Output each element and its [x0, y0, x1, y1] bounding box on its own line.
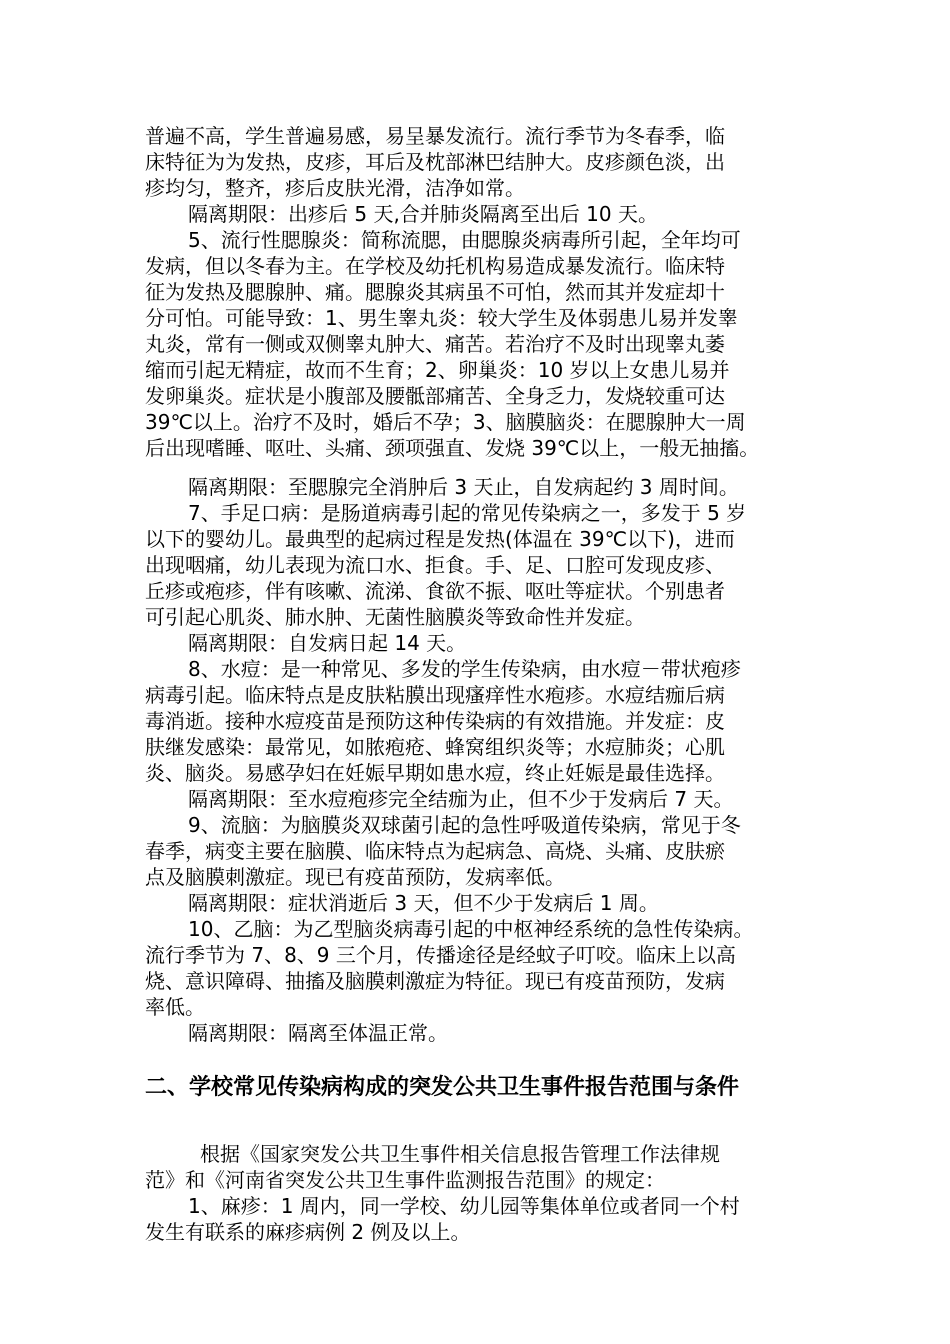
paragraph-line: 9、流脑：为脑膜炎双球菌引起的急性呼吸道传染病，常见于冬 — [188, 813, 741, 837]
paragraph-line: 普遍不高，学生普遍易感，易呈暴发流行。流行季节为冬春季，临 — [145, 124, 725, 148]
isolation-period-hfmd: 隔离期限：自发病日起 14 天。 — [188, 631, 467, 655]
paragraph-line: 发卵巢炎。症状是小腹部及腰骶部痛苦、全身乏力，发烧较重可达 — [145, 384, 725, 408]
paragraph-line: 疹均匀，整齐，疹后皮肤光滑，洁净如常。 — [145, 176, 525, 200]
paragraph-line: 炎、脑炎。易感孕妇在妊娠早期如患水痘，终止妊娠是最佳选择。 — [145, 761, 725, 785]
paragraph-line: 39℃以上。治疗不及时，婚后不孕；3、脑膜脑炎：在腮腺肿大一周 — [145, 410, 746, 434]
paragraph-line: 春季，病变主要在脑膜、临床特点为起病急、高烧、头痛、皮肤瘀 — [145, 839, 725, 863]
paragraph-line: 流行季节为 7、8、9 三个月，传播途径是经蚊子叮咬。临床上以高 — [145, 943, 736, 967]
paragraph-line: 范》和《河南省突发公共卫生事件监测报告范围》的规定： — [145, 1168, 665, 1192]
isolation-period-varicella: 隔离期限：至水痘疱疹完全结痂为止，但不少于发病后 7 天。 — [188, 787, 734, 811]
paragraph-line: 10、乙脑：为乙型脑炎病毒引起的中枢神经系统的急性传染病。 — [188, 917, 754, 941]
paragraph-line: 后出现嗜睡、呕吐、头痛、颈项强直、发烧 39℃以上，一般无抽搐。 — [145, 436, 760, 460]
paragraph-line: 可引起心肌炎、肺水肿、无菌性脑膜炎等致命性并发症。 — [145, 605, 645, 629]
isolation-period-meningitis: 隔离期限：症状消逝后 3 天，但不少于发病后 1 周。 — [188, 891, 659, 915]
paragraph-line: 8、水痘：是一种常见、多发的学生传染病，由水痘－带状疱疹 — [188, 657, 741, 681]
paragraph-line: 烧、意识障碍、抽搐及脑膜刺激症为特征。现已有疫苗预防，发病 — [145, 969, 725, 993]
paragraph-line: 7、手足口病：是肠道病毒引起的常见传染病之一，多发于 5 岁 — [188, 501, 747, 525]
isolation-period-rubella: 隔离期限：出疹后 5 天,合并肺炎隔离至出后 10 天。 — [188, 202, 658, 226]
paragraph-line: 丸炎，常有一侧或双侧睾丸肿大、痛苦。若治疗不及时出现睾丸萎 — [145, 332, 725, 356]
isolation-period-encephalitis: 隔离期限：隔离至体温正常。 — [188, 1021, 448, 1045]
paragraph-line: 肤继发感染：最常见，如脓疱疮、蜂窝组织炎等；水痘肺炎；心肌 — [145, 735, 725, 759]
paragraph-line: 丘疹或疱疹，伴有咳嗽、流涕、食欲不振、呕吐等症状。个别患者 — [145, 579, 725, 603]
paragraph-line: 征为发热及腮腺肿、痛。腮腺炎其病虽不可怕，然而其并发症却十 — [145, 280, 725, 304]
section-heading: 二、学校常见传染病构成的突发公共卫生事件报告范围与条件 — [145, 1075, 740, 1100]
paragraph-line: 发病，但以冬春为主。在学校及幼托机构易造成暴发流行。临床特 — [145, 254, 725, 278]
paragraph-line: 以下的婴幼儿。最典型的起病过程是发热(体温在 39℃以下)，进而 — [145, 527, 735, 551]
paragraph-line: 5、流行性腮腺炎：简称流腮，由腮腺炎病毒所引起，全年均可 — [188, 228, 741, 252]
paragraph-line: 病毒引起。临床特点是皮肤粘膜出现瘙痒性水疱疹。水痘结痂后病 — [145, 683, 725, 707]
paragraph-line: 发生有联系的麻疹病例 2 例及以上。 — [145, 1220, 471, 1244]
paragraph-line: 率低。 — [145, 995, 205, 1019]
paragraph-line: 1、麻疹：1 周内，同一学校、幼儿园等集体单位或者同一个村 — [188, 1194, 740, 1218]
paragraph-line: 根据《国家突发公共卫生事件相关信息报告管理工作法律规 — [200, 1142, 720, 1166]
paragraph-line: 毒消逝。接种水痘疫苗是预防这种传染病的有效措施。并发症：皮 — [145, 709, 725, 733]
paragraph-line: 床特征为为发热，皮疹，耳后及枕部淋巴结肿大。皮疹颜色淡，出 — [145, 150, 725, 174]
isolation-period-mumps: 隔离期限：至腮腺完全消肿后 3 天止，自发病起约 3 周时间。 — [188, 475, 739, 499]
paragraph-line: 点及脑膜刺激症。现已有疫苗预防，发病率低。 — [145, 865, 565, 889]
paragraph-line: 出现咽痛，幼儿表现为流口水、拒食。手、足、口腔可发现皮疹、 — [145, 553, 725, 577]
paragraph-line: 缩而引起无精症，故而不生育；2、卵巢炎：10 岁以上女患儿易并 — [145, 358, 730, 382]
paragraph-line: 分可怕。可能导致：1、男生睾丸炎：较大学生及体弱患儿易并发睾 — [145, 306, 738, 330]
